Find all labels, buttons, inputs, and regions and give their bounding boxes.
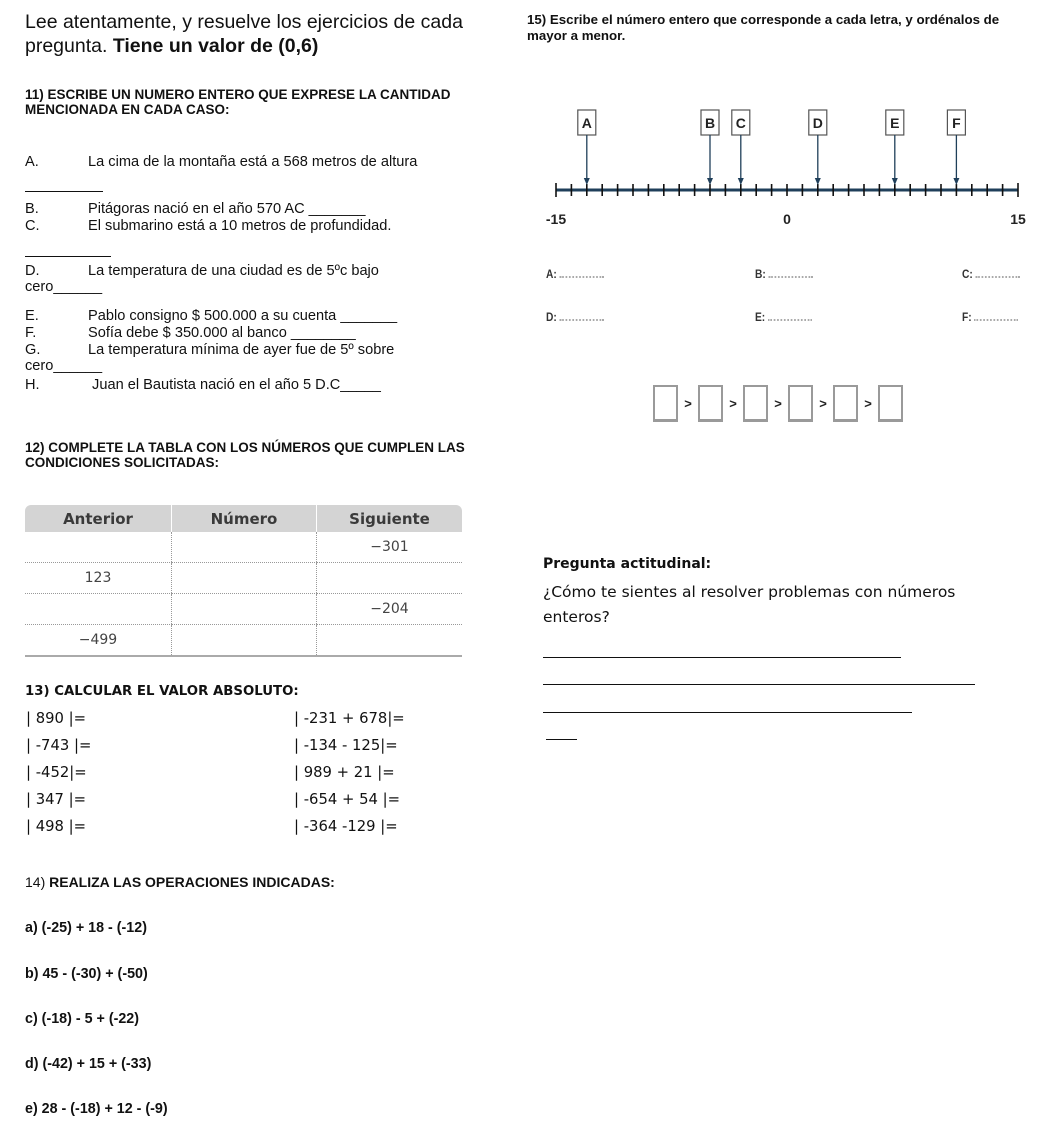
- answer-label-f[interactable]: F:: [962, 310, 1018, 324]
- table-cell[interactable]: [25, 532, 172, 563]
- q11-item-c: C. El submarino está a 10 metros de profundidad.: [25, 218, 392, 234]
- marker-letter-a: A: [581, 115, 592, 131]
- q11-answer-line-a[interactable]: [25, 191, 103, 192]
- greater-than-symbol: >: [864, 396, 872, 411]
- marker-letter-c: C: [735, 115, 746, 131]
- table-row: [25, 594, 462, 625]
- abs-expr-left-2: | -743 |=: [26, 737, 92, 754]
- table-row: [25, 563, 462, 594]
- order-box[interactable]: [788, 385, 813, 422]
- q11-item-a: A. La cima de la montaña está a 568 metros de altura: [25, 154, 418, 170]
- marker-letter-e: E: [890, 115, 900, 131]
- operation-d: d) (-42) + 15 + (-33): [25, 1056, 152, 1072]
- header-siguiente: Siguiente: [317, 505, 463, 532]
- greater-than-symbol: >: [729, 396, 737, 411]
- table-cell[interactable]: [172, 563, 317, 594]
- q11-item-d-tail: cero______: [25, 279, 103, 295]
- table-cell[interactable]: −204: [317, 594, 463, 625]
- operation-a: a) (-25) + 18 - (-12): [25, 920, 147, 936]
- order-box[interactable]: [653, 385, 678, 422]
- number-line: [540, 105, 1030, 245]
- abs-expr-right-4: | -654 + 54 |=: [294, 791, 400, 808]
- table-cell[interactable]: [172, 594, 317, 625]
- header-anterior: Anterior: [25, 505, 172, 532]
- q11-item-f: F. Sofía debe $ 350.000 al banco ________: [25, 325, 356, 341]
- marker-letter-f: F: [952, 115, 961, 131]
- answer-label-a[interactable]: A:: [546, 267, 604, 281]
- predecessor-successor-table: [25, 505, 462, 657]
- q11-item-g: G. La temperatura mínima de ayer fue de 5º sobre: [25, 342, 395, 358]
- answer-line-1[interactable]: [543, 657, 901, 658]
- table-cell[interactable]: 123: [25, 563, 172, 594]
- q14-title: [25, 874, 335, 890]
- greater-than-symbol: >: [819, 396, 827, 411]
- marker-arrowhead-e: [892, 178, 898, 185]
- q11-item-b: B. Pitágoras nació en el año 570 AC _______: [25, 201, 366, 217]
- table-cell[interactable]: [317, 625, 463, 657]
- answer-label-c[interactable]: C:: [962, 267, 1020, 281]
- marker-arrowhead-b: [707, 178, 713, 185]
- answer-label-d[interactable]: D:: [546, 310, 604, 324]
- marker-letter-d: D: [812, 115, 823, 131]
- q11-answer-line-c[interactable]: [25, 256, 111, 257]
- table-header-row: [25, 505, 462, 532]
- answer-line-4[interactable]: [546, 739, 577, 740]
- answer-line-2[interactable]: [543, 684, 975, 685]
- marker-letter-b: B: [704, 115, 716, 131]
- instructions: [25, 10, 515, 58]
- order-box[interactable]: [743, 385, 768, 422]
- attitudinal-question: ¿Cómo te sientes al resolver problemas con números enteros?: [543, 583, 956, 626]
- operation-e: e) 28 - (-18) + 12 - (-9): [25, 1101, 168, 1117]
- marker-arrowhead-d: [815, 178, 821, 185]
- abs-expr-left-3: | -452|=: [26, 764, 87, 781]
- greater-than-symbol: >: [684, 396, 692, 411]
- marker-arrowhead-a: [584, 178, 590, 185]
- abs-expr-left-4: | 347 |=: [26, 791, 87, 808]
- order-box[interactable]: [833, 385, 858, 422]
- q11-title: 11) ESCRIBE UN NUMERO ENTERO QUE EXPRESE LA CANTIDAD MENCIONADA EN CADA CASO:: [25, 87, 451, 117]
- value-note: Tiene un valor de (0,6): [112, 35, 319, 57]
- table-row: [25, 625, 462, 657]
- q14-title-text: REALIZA LAS OPERACIONES INDICADAS:: [49, 874, 335, 890]
- attitudinal-title: Pregunta actitudinal:: [543, 556, 712, 572]
- q15-title: 15) Escribe el número entero que corresponde a cada letra, y ordénalos de mayor a menor.: [527, 12, 1000, 43]
- greater-than-symbol: >: [774, 396, 782, 411]
- table-row: [25, 532, 462, 563]
- abs-expr-left-1: | 890 |=: [26, 710, 87, 727]
- instructions-text: Lee atentamente, y resuelve los ejercicios de cada pregunta.: [25, 11, 463, 57]
- order-boxes: [653, 385, 903, 422]
- answer-line-3[interactable]: [543, 712, 912, 713]
- abs-expr-right-5: | -364 -129 |=: [294, 818, 398, 835]
- header-numero: Número: [172, 505, 317, 532]
- table-cell[interactable]: [172, 625, 317, 657]
- table-cell[interactable]: [25, 594, 172, 625]
- abs-expr-left-5: | 498 |=: [26, 818, 87, 835]
- abs-expr-right-1: | -231 + 678|=: [294, 710, 405, 727]
- tick-label-min: -15: [545, 211, 567, 227]
- table-cell[interactable]: −301: [317, 532, 463, 563]
- q11-item-d: D. La temperatura de una ciudad es de 5ºc bajo: [25, 263, 379, 279]
- operation-c: c) (-18) - 5 + (-22): [25, 1011, 140, 1027]
- answer-label-b[interactable]: B:: [755, 267, 813, 281]
- order-box[interactable]: [698, 385, 723, 422]
- q11-item-e: E. Pablo consigno $ 500.000 a su cuenta _______: [25, 308, 398, 324]
- table-cell[interactable]: [317, 563, 463, 594]
- order-box[interactable]: [878, 385, 903, 422]
- marker-arrowhead-f: [953, 178, 959, 185]
- answer-label-e[interactable]: E:: [755, 310, 812, 324]
- table-cell[interactable]: [172, 532, 317, 563]
- q12-title: 12) COMPLETE LA TABLA CON LOS NÚMEROS QUE CUMPLEN LAS CONDICIONES SOLICITADAS:: [25, 440, 465, 470]
- operation-b: b) 45 - (-30) + (-50): [25, 966, 148, 982]
- abs-expr-right-2: | -134 - 125|=: [294, 737, 398, 754]
- tick-label-max: 15: [1010, 211, 1026, 227]
- tick-label-zero: 0: [783, 211, 791, 227]
- marker-arrowhead-c: [738, 178, 744, 185]
- q11-item-g-tail: cero______: [25, 358, 103, 374]
- q11-item-h: H. Juan el Bautista nació en el año 5 D.C_____: [25, 377, 381, 393]
- q13-title: 13) CALCULAR EL VALOR ABSOLUTO:: [25, 684, 299, 699]
- abs-expr-right-3: | 989 + 21 |=: [294, 764, 395, 781]
- q14-number: 14): [25, 874, 46, 890]
- table-cell[interactable]: −499: [25, 625, 172, 657]
